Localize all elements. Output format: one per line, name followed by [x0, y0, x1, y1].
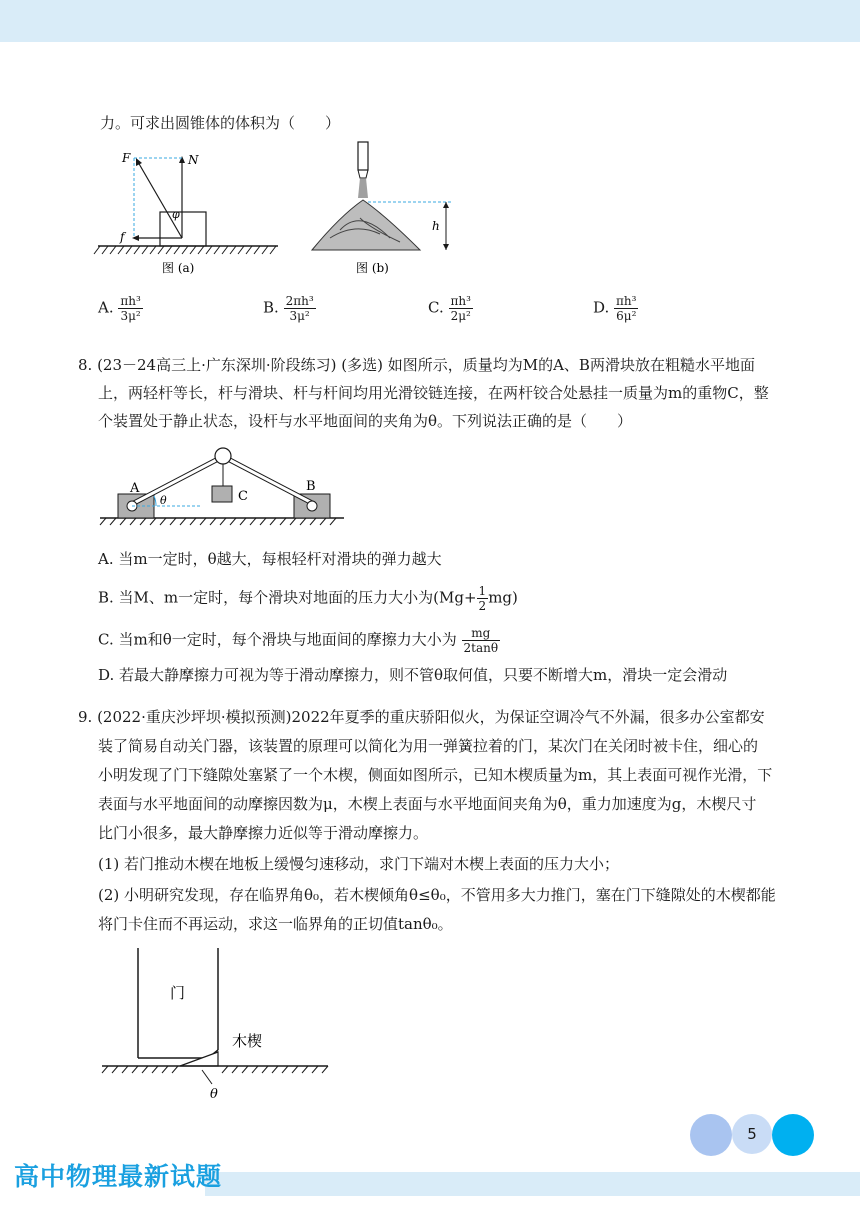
- q7-figure-a: [92, 148, 288, 280]
- q8-option-c[interactable]: C. 当m和θ一定时，每个滑块与地面间的摩擦力大小为 $\frac{mg}{2\tan\theta}$: [98, 626, 499, 655]
- page-circle-right: [772, 1114, 814, 1156]
- q7-option-a[interactable]: A. $\frac{\text{πh³}}{\text{3μ²}}$: [98, 294, 141, 323]
- q8-figure: [98, 440, 348, 532]
- q9-fig-theta: θ: [210, 1087, 218, 1102]
- q7-fig-a-phi: φ: [172, 208, 180, 221]
- q8-fig-B: B: [306, 479, 316, 494]
- q9-line-3: 小明发现了门下缝隙处塞紧了一个木楔，侧面如图所示，已知木楔质量为m，其上表面可视作光滑，下: [98, 766, 773, 784]
- brand-logo: 高中物理最新试题: [14, 1162, 223, 1191]
- q7-option-d[interactable]: D. $\frac{\text{πh³}}{\text{6μ²}}$: [593, 294, 637, 323]
- q7-fig-b-label: 图 (b): [356, 261, 389, 275]
- q9-fig-wedge: 木楔: [232, 1032, 263, 1050]
- q9-line-5: 比门小很多，最大静摩擦力近似等于滑动摩擦力。: [98, 824, 429, 842]
- q8-option-a[interactable]: A. 当m一定时，θ越大，每根轻杆对滑块的弹力越大: [98, 550, 442, 568]
- page-circle-left: [690, 1114, 732, 1156]
- header-band: [0, 0, 860, 42]
- q8-fig-A: A: [130, 481, 140, 496]
- q8-line-1: 8. (23－24高三上·广东深圳·阶段练习) (多选) 如图所示，质量均为M的A、B两滑块放在粗糙水平地面: [78, 356, 755, 374]
- q7-figure-b: [300, 138, 480, 280]
- q7-fig-a-N: N: [188, 153, 199, 167]
- q7-option-c[interactable]: C. $\frac{\text{πh³}}{\text{2μ²}}$: [428, 294, 471, 323]
- footer-band: [205, 1172, 860, 1196]
- q7-fig-b-h: h: [432, 219, 440, 233]
- q8-line-3: 个装置处于静止状态，设杆与水平地面间的夹角为θ。下列说法正确的是（ ）: [98, 412, 633, 430]
- q9-sub-2-line-1: (2) 小明研究发现，存在临界角θ₀，若木楔倾角θ≤θ₀，不管用多大力推门，塞在门下缝隙处的木楔都能: [98, 886, 776, 904]
- q8-line-2: 上，两轻杆等长，杆与滑块、杆与杆间均用光滑铰链连接，在两杆铰合处悬挂一质量为m的重物C，整: [98, 384, 769, 402]
- q9-line-1: 9. (2022·重庆沙坪坝·模拟预测)2022年夏季的重庆骄阳似火，为保证空调冷气不外漏，很多办公室都安: [78, 708, 765, 726]
- q9-sub-1: (1) 若门推动木楔在地板上缓慢匀速移动，求门下端对木楔上表面的压力大小；: [98, 855, 620, 873]
- q8-fig-theta: θ: [160, 494, 167, 507]
- q9-fig-door: 门: [170, 984, 186, 1002]
- page-number: 5: [747, 1125, 757, 1143]
- q9-line-4: 表面与水平地面间的动摩擦因数为μ，木楔上表面与水平地面间夹角为θ，重力加速度为g，木楔尺寸: [98, 795, 757, 813]
- q7-tail: 力。可求出圆锥体的体积为（ ）: [100, 114, 341, 132]
- q8-option-b[interactable]: B. 当M、m一定时，每个滑块对地面的压力大小为(Mg+ $\frac{1}{2}$ mg): [98, 584, 518, 613]
- q8-fig-C: C: [238, 489, 248, 504]
- q7-fig-a-label: 图 (a): [162, 261, 195, 275]
- q8-option-d[interactable]: D. 若最大静摩擦力可视为等于滑动摩擦力，则不管θ取何值，只要不断增大m，滑块一定会滑动: [98, 666, 728, 684]
- q7-option-b[interactable]: B. $\frac{\text{2πh³}}{\text{3μ²}}$: [263, 294, 314, 323]
- q9-line-2: 装了简易自动关门器，该装置的原理可以简化为用一弹簧拉着的门，某次门在关闭时被卡住，细心的: [98, 737, 759, 755]
- q9-figure: [98, 946, 338, 1106]
- q9-sub-2-line-2: 将门卡住而不再运动，求这一临界角的正切值tanθ₀。: [98, 915, 453, 933]
- q7-fig-a-f: f: [120, 230, 125, 244]
- q7-fig-a-F: F: [122, 151, 131, 165]
